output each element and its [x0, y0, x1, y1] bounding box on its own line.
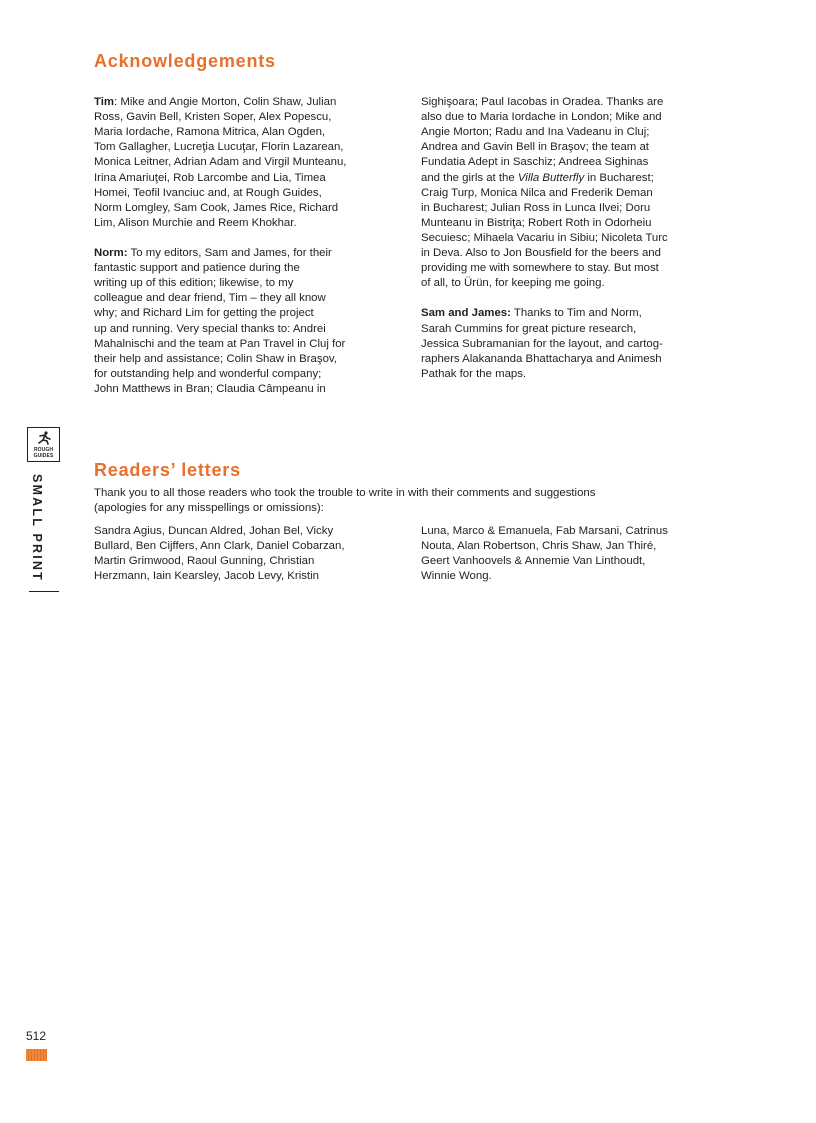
ack-continuation-text-2: in Bucharest; Craig Turp, Monica Nilca and Frederik Deman in Bucharest; Julian Ross in Lunca Ilvei; Doru Munteanu in Bistriţa; Robert Roth in Odorheiu Secuiesc; Mihaela Vacariu in Sibiu; Nicoleta Turc in Deva. Also to Jon Bousfield for the beers and providing me with somewhere to stay. But most of all, to Ürün, for keeping me going.: [421, 171, 668, 290]
ack-name-norm: Norm:: [94, 247, 128, 260]
logo-text-rough: ROUGH: [33, 447, 54, 453]
acknowledgements-heading: Acknowledgements: [94, 51, 276, 71]
ack-text-norm: To my editors, Sam and James, for their fantastic support and patience during the writing up of this edition; likewise, to my colleague and dear friend, Tim – they all know why; and Richard Lim for getting the project up and running. Very special thanks to: Andrei Mahalnischi and the team at Pan Travel in Cluj for their help and assistance; Colin Shaw in Braşov, for outstanding help and wonderful company; John Matthews in Bran; Claudia Câmpeanu in: [94, 247, 346, 395]
running-figure-icon: [37, 431, 51, 445]
section-label-small-print: SMALL PRINT: [30, 474, 44, 582]
ack-paragraph-tim: [94, 95, 394, 231]
readers-letters-right-column: Luna, Marco & Emanuela, Fab Marsani, Catrinus Nouta, Alan Robertson, Chris Shaw, Jan Thiré, Geert Vanhoovels & Annemie Van Linthoudt, Winnie Wong.: [421, 525, 668, 583]
ack-paragraph-sam-james: [421, 306, 721, 381]
page-color-swatch: [26, 1049, 47, 1061]
ack-name-sam-james: Sam and James:: [421, 307, 511, 320]
acknowledgements-left-column: [94, 80, 394, 412]
readers-letters-intro: Thank you to all those readers who took the trouble to write in with their comments and suggestions (apologies for any misspellings or omissions):: [94, 487, 596, 515]
page-number: 512: [26, 1029, 47, 1043]
rough-guides-logo: [27, 427, 60, 462]
acknowledgements-right-column: [421, 80, 721, 397]
readers-letters-heading: Readers’ letters: [94, 460, 241, 480]
ack-text-tim: Mike and Angie Morton, Colin Shaw, Julian Ross, Gavin Bell, Kristen Soper, Alex Popescu, Maria Iordache, Ramona Mitrica, Alan Ogden, Tom Gallagher, Lucreţia Lucuţar, Florin Lazarean, Monica Leitner, Adrian Adam and Virgil Munteanu, Irina Amariuţei, Rob Larcombe and Lia, Timea Homei, Teofil Ivanciuc and, at Rough Guides, Norm Lomgley, Sam Cook, James Rice, Richard Lim, Alison Murchie and Reem Khokhar.: [94, 96, 347, 229]
ack-italic-venue: Villa Butterfly: [517, 171, 585, 184]
ack-continuation-text: Sighişoara; Paul Iacobas in Oradea. Thanks are also due to Maria Iordache in London; Mike and Angie Morton; Radu and Ina Vadeanu in Cluj; Andrea and Gavin Bell in Braşov; the team at Fundatia Adept in Saschiz; Andreea Sighinas and the girls at the: [421, 96, 664, 184]
logo-text-guides: GUIDES: [33, 452, 54, 459]
ack-name-tim: Tim: [94, 96, 115, 109]
ack-paragraph-norm: [94, 246, 394, 397]
ack-suffix-tim: :: [114, 96, 118, 109]
ack-paragraph-continuation: [421, 95, 721, 291]
side-tab-divider: [29, 591, 59, 592]
readers-letters-left-column: Sandra Agius, Duncan Aldred, Johan Bel, Vicky Bullard, Ben Cijffers, Ann Clark, Daniel Cobarzan, Martin Grimwood, Raoul Gunning, Christian Herzmann, Iain Kearsley, Jacob Levy, Kristin: [94, 525, 345, 583]
ack-text-sam-james: Thanks to Tim and Norm, Sarah Cummins for great picture research, Jessica Subramanian for the layout, and cartog- raphers Alakananda Bhattacharya and Animesh Pathak for the maps.: [421, 307, 663, 380]
